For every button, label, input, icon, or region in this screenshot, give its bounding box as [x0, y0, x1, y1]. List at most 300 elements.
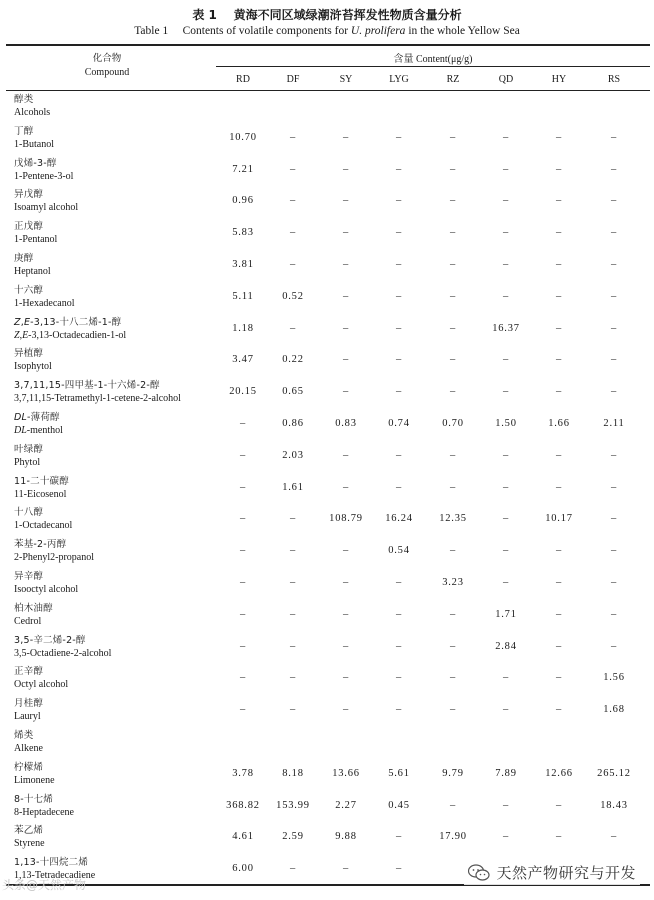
- table-cell-rz: 9.79: [442, 767, 464, 779]
- table-row: [0, 90, 654, 122]
- table-cell-qd: –: [502, 131, 510, 143]
- table-cell-df: –: [289, 863, 297, 875]
- column-header-rd: RD: [236, 74, 250, 85]
- content-header: [216, 50, 650, 65]
- table-cell-qd: 7.89: [495, 767, 517, 779]
- table-cell-qd: –: [502, 577, 510, 588]
- table-cell-rd: 368.82: [226, 799, 260, 811]
- table-cell-qd: 16.37: [492, 322, 520, 334]
- wechat-icon: [468, 864, 490, 882]
- table-cell-sy: –: [342, 449, 350, 461]
- table-cell-rd: –: [239, 577, 247, 588]
- table-cell-rd: –: [239, 418, 247, 429]
- table-cell-df: –: [289, 227, 297, 239]
- table-cell-rs: –: [610, 831, 618, 843]
- table-cell-rd: 1.18: [232, 322, 254, 334]
- compound-name-cn: Z,E-3,13-十八二烯-1-醇: [14, 316, 122, 328]
- table-cell-hy: 1.66: [548, 418, 570, 429]
- table-cell-rs: –: [610, 354, 618, 366]
- table-cell-sy: –: [342, 227, 350, 239]
- table-cell-rz: 17.90: [439, 831, 467, 843]
- compound-name-en: 1-Pentanol: [14, 234, 58, 246]
- table-cell-hy: –: [555, 481, 563, 493]
- table-cell-sy: 2.27: [335, 799, 357, 811]
- compound-name-cn: 3,7,11,15-四甲基-1-十六烯-2-醇: [14, 380, 160, 392]
- compound-name-cn: 十八醇: [14, 507, 44, 519]
- table-cell-qd: 1.71: [495, 608, 517, 620]
- table-cell-rd: –: [239, 481, 247, 493]
- table-cell-lyg: –: [395, 481, 403, 493]
- table-cell-rd: 5.11: [232, 290, 254, 302]
- table-cell-sy: –: [342, 163, 350, 175]
- table-row: [0, 185, 654, 217]
- table-cell-rd: –: [239, 640, 247, 652]
- table-cell-sy: –: [342, 131, 350, 143]
- top-rule: [6, 44, 650, 46]
- compound-name-cn: DL-薄荷醇: [14, 412, 60, 423]
- compound-name: [14, 824, 45, 850]
- table-row: [0, 440, 654, 472]
- compound-name: [14, 252, 51, 278]
- table-cell-hy: –: [555, 640, 563, 652]
- table-cell-qd: 2.84: [495, 640, 517, 652]
- table-cell-sy: –: [342, 577, 350, 588]
- compound-name-en: Phytol: [14, 456, 41, 468]
- table-cell-hy: –: [555, 672, 563, 684]
- compound-name: [14, 220, 57, 246]
- compound-name-en: Isophytol: [14, 361, 52, 373]
- compound-name-en: 1-Butanol: [14, 138, 54, 150]
- table-cell-df: –: [289, 322, 297, 334]
- table-cell-hy: –: [555, 131, 563, 143]
- table-title-cn: [0, 6, 654, 23]
- compound-name: [14, 697, 43, 723]
- table-cell-hy: –: [555, 195, 563, 207]
- table-cell-df: 153.99: [276, 799, 310, 811]
- table-cell-lyg: 0.54: [388, 545, 410, 557]
- table-cell-lyg: –: [395, 831, 403, 843]
- compound-name-cn: 叶绿醇: [14, 443, 44, 455]
- table-row: [0, 344, 654, 376]
- table-cell-hy: –: [555, 386, 563, 398]
- content-header-rule: [216, 66, 650, 67]
- table-cell-rz: 3.23: [442, 577, 464, 588]
- table-cell-df: –: [289, 131, 297, 143]
- table-cell-hy: 12.66: [545, 767, 573, 779]
- table-cell-df: –: [289, 704, 297, 716]
- table-cell-lyg: –: [395, 386, 403, 398]
- table-cell-hy: –: [555, 449, 563, 461]
- table-cell-lyg: –: [395, 608, 403, 620]
- compound-name-cn: 3,5-辛二烯-2-醇: [14, 634, 86, 646]
- compound-name-en: Alcohols: [14, 107, 51, 118]
- compound-name: [14, 475, 69, 501]
- compound-name-en: 1-Octadecanol: [14, 520, 73, 532]
- table-cell-sy: 13.66: [332, 767, 360, 779]
- compound-name: [14, 634, 111, 660]
- column-header-sy: SY: [339, 74, 353, 85]
- table-cell-df: 0.65: [282, 386, 304, 398]
- compound-name-en: 1,13-Tetradecadiene: [14, 870, 96, 882]
- table-cell-rz: –: [449, 545, 457, 557]
- table-cell-lyg: –: [395, 577, 403, 588]
- table-cell-rd: –: [239, 449, 247, 461]
- table-cell-df: 2.03: [282, 449, 304, 461]
- table-cell-rz: –: [449, 449, 457, 461]
- table-cell-lyg: –: [395, 163, 403, 175]
- compound-name-cn: 柠檬烯: [14, 761, 44, 773]
- table-cell-rs: 265.12: [597, 767, 631, 779]
- compound-name: [14, 157, 73, 183]
- table-cell-hy: –: [555, 831, 563, 843]
- table-cell-rs: –: [610, 481, 618, 493]
- table-cell-rs: 1.68: [603, 704, 625, 716]
- table-row: [0, 758, 654, 790]
- table-cell-df: 2.59: [282, 831, 304, 843]
- table-cell-qd: –: [502, 386, 510, 398]
- table-cell-hy: –: [555, 608, 563, 620]
- compound-name-cn: 异植醇: [14, 348, 44, 360]
- compound-header-en: Compound: [84, 67, 130, 78]
- table-cell-qd: –: [502, 227, 510, 239]
- table-cell-lyg: –: [395, 322, 403, 334]
- content-header-text: 含量 Content(μg/g): [393, 54, 473, 65]
- table-cell-rs: –: [610, 513, 618, 525]
- table-row: [0, 408, 654, 440]
- table-cell-qd: –: [502, 545, 510, 557]
- compound-name-en: DL-menthol: [14, 425, 63, 436]
- compound-name: [14, 411, 63, 437]
- table-cell-qd: –: [502, 672, 510, 684]
- compound-name-cn: 8-十七烯: [14, 793, 53, 805]
- table-row: [0, 313, 654, 345]
- compound-name-en: Alkene: [14, 743, 43, 754]
- table-cell-rs: –: [610, 227, 618, 239]
- table-row: [0, 631, 654, 663]
- table-cell-rd: –: [239, 704, 247, 716]
- table-cell-rz: –: [449, 354, 457, 366]
- compound-name-en: 11-Eicosenol: [14, 488, 67, 500]
- table-cell-rs: –: [610, 195, 618, 207]
- compound-name-en: 2-Phenyl2-propanol: [14, 552, 94, 564]
- table-cell-lyg: –: [395, 640, 403, 652]
- compound-name-cn: 柏木油醇: [14, 602, 53, 614]
- compound-name-en: 3,7,11,15-Tetramethyl-1-cetene-2-alcohol: [14, 393, 181, 405]
- table-cell-rz: –: [449, 799, 457, 811]
- table-cell-rz: –: [449, 322, 457, 334]
- compound-name-cn: 1,13-十四烷二烯: [14, 857, 89, 869]
- table-cell-df: –: [289, 545, 297, 557]
- table-cell-qd: –: [502, 513, 510, 525]
- compound-name-cn: 异辛醇: [14, 571, 44, 582]
- compound-name-cn: 戊烯-3-醇: [14, 157, 57, 169]
- table-cell-sy: –: [342, 704, 350, 716]
- table-cell-sy: –: [342, 608, 350, 620]
- table-cell-hy: –: [555, 704, 563, 716]
- compound-name: [14, 188, 78, 214]
- table-cell-rz: 12.35: [439, 513, 467, 525]
- table-cell-hy: –: [555, 290, 563, 302]
- table-cell-sy: –: [342, 863, 350, 875]
- compound-name-en: Styrene: [14, 838, 45, 850]
- table-cell-sy: –: [342, 195, 350, 207]
- compound-name: [14, 570, 78, 596]
- compound-name-cn: 苯乙烯: [14, 825, 44, 837]
- table-cell-rd: 3.78: [232, 767, 254, 779]
- table-cell-rs: –: [610, 322, 618, 334]
- table-cell-rs: –: [610, 640, 618, 652]
- table-title-species: U. prolifera: [350, 25, 406, 37]
- table-cell-rz: –: [449, 704, 457, 716]
- table-cell-rs: –: [610, 386, 618, 398]
- compound-name-cn: 异戊醇: [14, 189, 44, 201]
- compound-name-cn: 烯类: [14, 730, 34, 741]
- table-cell-df: –: [289, 513, 297, 525]
- table-title-en: [0, 25, 654, 37]
- table-cell-rz: –: [449, 640, 457, 652]
- compound-name-cn: 苯基-2-丙醇: [14, 539, 67, 551]
- compound-name-en: Limonene: [14, 774, 55, 786]
- compound-name: [14, 379, 181, 405]
- table-cell-qd: –: [502, 704, 510, 716]
- table-cell-rs: –: [610, 577, 618, 588]
- table-cell-rd: 20.15: [229, 386, 257, 398]
- table-row: [0, 281, 654, 313]
- table-cell-df: –: [289, 577, 297, 588]
- watermark-left: 头条@天然产物: [2, 878, 87, 892]
- table-cell-hy: –: [555, 545, 563, 557]
- table-cell-df: –: [289, 195, 297, 207]
- compound-name-en: Octyl alcohol: [14, 679, 69, 691]
- compound-name-cn: 月桂醇: [14, 698, 44, 710]
- table-cell-df: –: [289, 259, 297, 270]
- compound-name: [14, 443, 43, 469]
- table-cell-lyg: –: [395, 704, 403, 716]
- table-cell-rs: 18.43: [600, 799, 628, 811]
- table-cell-qd: –: [502, 163, 510, 175]
- table-cell-rz: –: [449, 259, 457, 270]
- table-cell-df: –: [289, 163, 297, 175]
- table-cell-qd: –: [502, 290, 510, 302]
- compound-name: [14, 284, 75, 310]
- table-cell-qd: –: [502, 449, 510, 461]
- table-cell-sy: 108.79: [329, 513, 363, 525]
- table-row: [0, 599, 654, 631]
- table-cell-qd: –: [502, 481, 510, 493]
- table-cell-rd: 0.96: [232, 195, 254, 207]
- table-cell-hy: –: [555, 163, 563, 175]
- table-cell-qd: –: [502, 354, 510, 366]
- table-cell-lyg: 0.45: [388, 799, 410, 811]
- table-cell-rs: –: [610, 545, 618, 557]
- table-title-prefix: Contents of volatile components for: [182, 25, 349, 37]
- compound-name: [14, 793, 74, 819]
- table-cell-rs: –: [610, 163, 618, 175]
- table-cell-lyg: –: [395, 259, 403, 270]
- column-header-qd: QD: [498, 74, 514, 85]
- compound-column-header: [16, 52, 198, 80]
- table-cell-df: 1.61: [282, 481, 304, 493]
- column-header-lyg: LYG: [389, 74, 409, 85]
- table-cell-rs: 2.11: [603, 418, 625, 429]
- table-cell-qd: –: [502, 259, 510, 270]
- table-cell-qd: 1.50: [495, 418, 517, 429]
- table-cell-rd: –: [239, 608, 247, 620]
- table-row: [0, 694, 654, 726]
- table-cell-sy: –: [342, 290, 350, 302]
- table-title-suffix: in the whole Yellow Sea: [408, 25, 520, 37]
- compound-name-cn: 丁醇: [14, 125, 34, 137]
- compound-name-en: 3,5-Octadiene-2-alcohol: [14, 647, 112, 659]
- table-cell-lyg: 0.74: [388, 418, 410, 429]
- compound-header-cn: 化合物: [92, 53, 122, 64]
- table-cell-hy: –: [555, 354, 563, 366]
- column-header-rs: RS: [607, 74, 621, 85]
- table-cell-lyg: 5.61: [388, 767, 410, 779]
- table-cell-sy: –: [342, 672, 350, 684]
- compound-name: [14, 761, 55, 787]
- table-cell-rz: –: [449, 227, 457, 239]
- table-row: [0, 726, 654, 758]
- table-cell-sy: –: [342, 545, 350, 557]
- table-cell-rz: –: [449, 481, 457, 493]
- table-cell-df: –: [289, 672, 297, 684]
- compound-name: [14, 506, 72, 532]
- table-cell-rz: –: [449, 163, 457, 175]
- table-cell-rz: –: [449, 131, 457, 143]
- watermark-right: [464, 860, 640, 885]
- table-cell-sy: –: [342, 322, 350, 334]
- table-cell-hy: 10.17: [545, 513, 573, 525]
- table-cell-rs: –: [610, 131, 618, 143]
- table-cell-rd: –: [239, 672, 247, 684]
- table-cell-sy: 0.83: [335, 418, 357, 429]
- column-header-df: DF: [286, 74, 300, 85]
- table-row: [0, 122, 654, 154]
- compound-name-cn: 11-二十碳醇: [14, 475, 69, 487]
- compound-name: [14, 665, 68, 691]
- table-cell-df: –: [289, 640, 297, 652]
- table-cell-rd: 5.83: [232, 227, 254, 239]
- table-cell-rd: 7.21: [232, 163, 254, 175]
- table-cell-rd: –: [239, 545, 247, 557]
- table-cell-rs: 1.56: [603, 672, 625, 684]
- table-cell-hy: –: [555, 227, 563, 239]
- compound-name-en: 8-Heptadecene: [14, 806, 74, 818]
- compound-name-en: Lauryl: [14, 711, 41, 723]
- compound-name-en: Isooctyl alcohol: [14, 584, 79, 595]
- table-title-text-cn: 黄海不同区域绿潮浒苔挥发性物质含量分析: [233, 8, 462, 22]
- compound-name-en: 1-Pentene-3-ol: [14, 170, 74, 182]
- table-cell-rd: 4.61: [232, 831, 254, 843]
- table-row: [0, 821, 654, 853]
- table-cell-hy: –: [555, 577, 563, 588]
- table-row: [0, 472, 654, 504]
- table-cell-rd: 3.81: [232, 259, 254, 270]
- table-cell-rs: –: [610, 259, 618, 270]
- compound-name: [14, 316, 126, 342]
- column-header-hy: HY: [551, 74, 567, 85]
- table-cell-sy: –: [342, 354, 350, 366]
- table-cell-rs: –: [610, 608, 618, 620]
- table-cell-hy: –: [555, 322, 563, 334]
- table-cell-hy: –: [555, 799, 563, 811]
- table-cell-df: 0.22: [282, 354, 304, 366]
- table-cell-lyg: 16.24: [385, 513, 413, 525]
- compound-name-en: 1-Hexadecanol: [14, 297, 75, 309]
- table-cell-rz: –: [449, 672, 457, 684]
- table-cell-rz: –: [449, 290, 457, 302]
- table-cell-lyg: –: [395, 672, 403, 684]
- table-cell-lyg: –: [395, 290, 403, 302]
- table-label-cn: 表 1: [192, 8, 217, 22]
- table-cell-rz: –: [449, 386, 457, 398]
- table-cell-lyg: –: [395, 863, 403, 875]
- table-cell-rs: –: [610, 290, 618, 302]
- table-label-en: Table 1: [134, 25, 169, 37]
- table-cell-lyg: –: [395, 354, 403, 366]
- compound-name-cn: 庚醇: [14, 253, 34, 264]
- table-cell-df: –: [289, 608, 297, 620]
- compound-name: [14, 538, 94, 564]
- table-row: [0, 249, 654, 281]
- compound-name: [14, 125, 54, 151]
- compound-name: [14, 347, 52, 373]
- table-cell-sy: –: [342, 481, 350, 493]
- table-cell-lyg: –: [395, 449, 403, 461]
- compound-name-en: Cedrol: [14, 615, 42, 627]
- table-row: [0, 154, 654, 186]
- compound-name-en: Isoamyl alcohol: [14, 202, 79, 214]
- table-cell-df: 0.52: [282, 290, 304, 302]
- table-cell-hy: –: [555, 259, 563, 270]
- compound-name-cn: 醇类: [14, 94, 34, 105]
- table-row: [0, 567, 654, 599]
- table-cell-rd: 6.00: [232, 863, 254, 875]
- watermark-right-text: 天然产物研究与开发: [496, 864, 636, 882]
- compound-name-cn: 十六醇: [14, 284, 44, 296]
- column-header-rz: RZ: [446, 74, 460, 85]
- table-cell-rd: –: [239, 513, 247, 525]
- table-cell-rd: 10.70: [229, 131, 257, 143]
- table-cell-sy: –: [342, 259, 350, 270]
- table-cell-rd: 3.47: [232, 354, 254, 366]
- table-cell-qd: –: [502, 195, 510, 207]
- compound-name: [14, 602, 53, 628]
- compound-name-en: Heptanol: [14, 266, 51, 277]
- table-row: [0, 217, 654, 249]
- table-row: [0, 662, 654, 694]
- table-cell-qd: –: [502, 799, 510, 811]
- table-row: [0, 503, 654, 535]
- table-row: [0, 376, 654, 408]
- table-cell-rs: –: [610, 449, 618, 461]
- table-row: [0, 790, 654, 822]
- compound-name-cn: 正戊醇: [14, 221, 44, 233]
- table-cell-lyg: –: [395, 227, 403, 239]
- compound-name: [14, 729, 43, 755]
- table-cell-rz: 0.70: [442, 418, 464, 429]
- table-cell-lyg: –: [395, 195, 403, 207]
- table-cell-sy: –: [342, 640, 350, 652]
- compound-name-cn: 正辛醇: [14, 666, 44, 678]
- table-cell-lyg: –: [395, 131, 403, 143]
- table-cell-sy: –: [342, 386, 350, 398]
- table-row: [0, 535, 654, 567]
- table-cell-df: 8.18: [282, 767, 304, 779]
- table-cell-rz: –: [449, 195, 457, 207]
- compound-name-en: Z,E-3,13-Octadecadien-1-ol: [14, 329, 127, 341]
